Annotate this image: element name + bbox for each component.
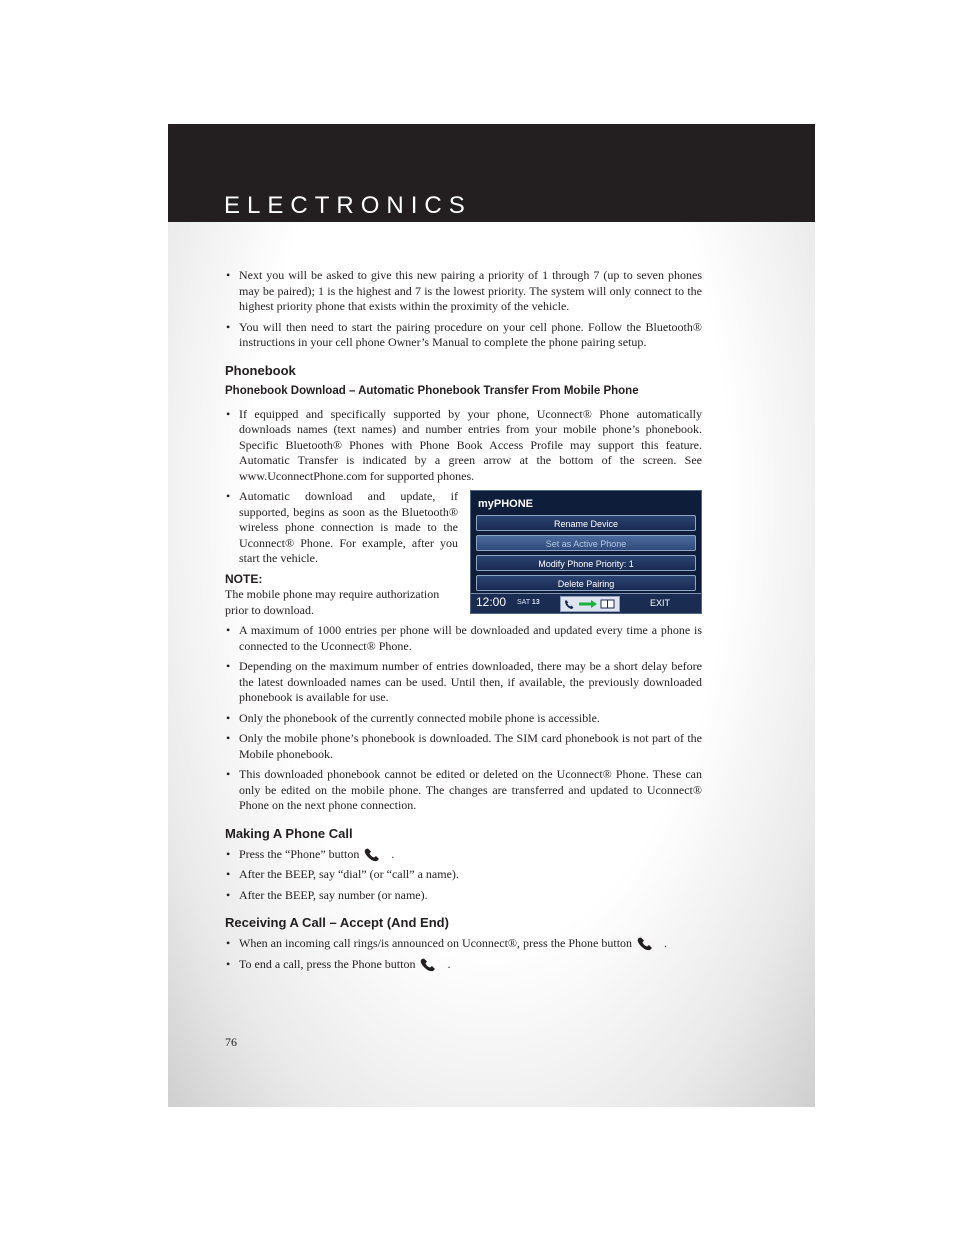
- phone-handset-icon: [636, 936, 660, 951]
- making-call-heading: Making A Phone Call: [225, 825, 353, 841]
- page-content: [225, 268, 702, 977]
- receiving-call-list: [225, 936, 702, 972]
- clock: 12:00: [476, 595, 507, 609]
- bullet-text: .: [664, 936, 668, 950]
- sat-label: SAT: [517, 599, 530, 606]
- modify-priority-button[interactable]: Modify Phone Priority: 1: [476, 555, 696, 571]
- section-header: [168, 124, 815, 222]
- list-item: • Next you will be asked to give this new pairing a priority of 1 through 7 (up to seven phones may be paired); 1 is the highest and 7 is the lowest priority. The system will only connect to the highest priority phone that exists within the proximity of the vehicle.: [225, 268, 702, 315]
- list-item: [225, 936, 702, 952]
- phone-handset-icon: [419, 957, 443, 972]
- making-call-list: [225, 847, 702, 904]
- list-item: • Only the phonebook of the currently connected mobile phone is accessible.: [225, 711, 702, 727]
- list-item: • You will then need to start the pairing procedure on your cell phone. Follow the Bluetooth® instructions in your cell phone Owner’s Manual to complete the phone pairing setup.: [225, 320, 702, 351]
- list-item: • Depending on the maximum number of entries downloaded, there may be a short delay before the latest downloaded names can be used. Until then, if available, the previously downloaded phonebook is available for use.: [225, 659, 702, 706]
- list-item: [225, 847, 702, 863]
- phone-transfer-icon: [561, 597, 619, 611]
- phone-handset-icon: [363, 847, 387, 862]
- sat-indicator: [517, 595, 540, 611]
- list-item: • After the BEEP, say “dial” (or “call” a name).: [225, 867, 702, 883]
- bullet-text: When an incoming call rings/is announced on Uconnect®, press the Phone button: [239, 936, 633, 950]
- phonebook-list-2: [225, 489, 702, 567]
- screen-status-bar: [471, 593, 701, 613]
- phonebook-list-3: [225, 623, 702, 814]
- exit-button[interactable]: EXIT: [649, 598, 670, 608]
- bullet-text: To end a call, press the Phone button: [239, 956, 416, 971]
- rename-device-button[interactable]: Rename Device: [476, 515, 696, 531]
- screen-title: myPHONE: [478, 498, 534, 510]
- receiving-call-heading: Receiving A Call – Accept (And End): [225, 915, 449, 930]
- list-item: • This downloaded phonebook cannot be edited or deleted on the Uconnect® Phone. These can only be edited on the mobile phone. The changes are transferred and updated to Uconnect® Phone on the next phone connection.: [225, 767, 702, 814]
- bullet-text: .: [391, 846, 395, 861]
- note-text: The mobile phone may require authorization prior to download.: [225, 587, 440, 617]
- manual-page: [168, 124, 815, 1107]
- phonebook-subheading: Phonebook Download – Automatic Phonebook Transfer From Mobile Phone: [225, 384, 639, 397]
- page-number: 76: [225, 1035, 237, 1049]
- delete-pairing-button[interactable]: Delete Pairing: [476, 575, 696, 591]
- phonebook-heading: Phonebook: [225, 362, 296, 378]
- section-title: ELECTRONICS: [224, 192, 472, 219]
- phonebook-list-1: [225, 407, 702, 485]
- phone-status-button[interactable]: [560, 596, 620, 612]
- list-item: • Automatic download and update, if supported, begins as soon as the Bluetooth® wireless phone connection is made to the Uconnect® Phone. For example, after you start the vehicle.: [225, 489, 702, 567]
- list-item: [225, 957, 702, 973]
- intro-list: [225, 268, 702, 351]
- list-item: • After the BEEP, say number (or name).: [225, 888, 702, 904]
- bullet-text: .: [447, 956, 451, 971]
- list-item: • Only the mobile phone’s phonebook is downloaded. The SIM card phonebook is not part of the Mobile phonebook.: [225, 731, 702, 762]
- list-item: • A maximum of 1000 entries per phone will be downloaded and updated every time a phone is connected to the Uconnect® Phone.: [225, 623, 702, 654]
- set-active-phone-button[interactable]: Set as Active Phone: [476, 535, 696, 551]
- note-label: NOTE:: [225, 571, 263, 586]
- bullet-text: Press the “Phone” button: [239, 846, 360, 861]
- sat-channel: 13: [531, 599, 540, 606]
- list-item: • If equipped and specifically supported by your phone, Uconnect® Phone automatically downloads names (text names) and number entries from your mobile phone’s phonebook. Specific Bluetooth® Phones with Phone Book Access Profile may support this feature. Automatic Transfer is indicated by a green arrow at the bottom of the screen. See www.UconnectPhone.com for supported phones.: [225, 407, 702, 485]
